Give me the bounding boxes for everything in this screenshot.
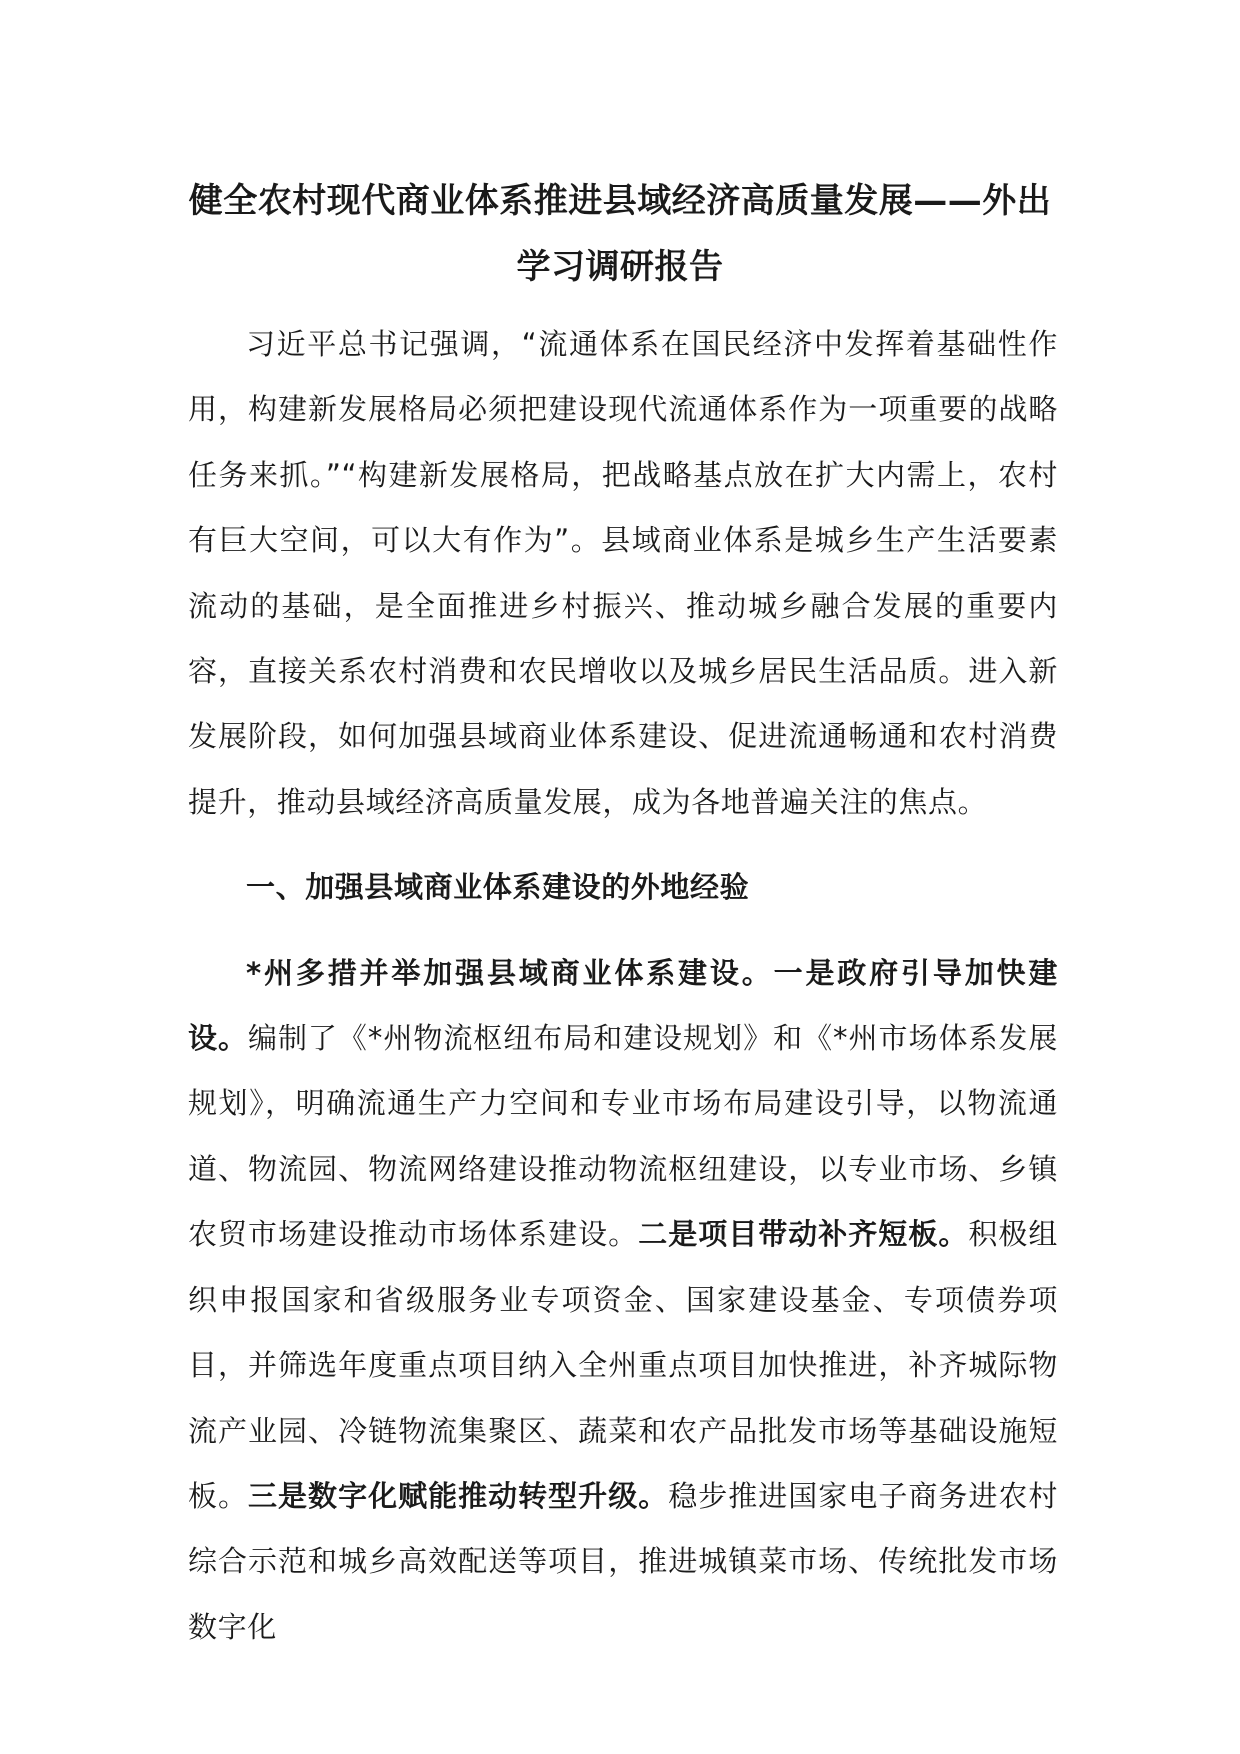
paragraph-point-three: 三是数字化赋能推动转型升级。 [248,1478,669,1513]
section-paragraph [188,941,1058,1660]
document-title: 健全农村现代商业体系推进县域经济高质量发展——外出学习调研报告 [188,181,1052,287]
section-heading: 一、加强县域商业体系建设的外地经验 [246,870,750,905]
intro-paragraph: 习近平总书记强调，“流通体系在国民经济中发挥着基础性作用，构建新发展格局必须把建设现代流通体系作为一项重要的战略任务来抓。”“构建新发展格局，把战略基点放在扩大内需上，农村有巨大空间，可以大有作为”。县域商业体系是城乡生产生活要素流动的基础，是全面推进乡村振兴、推动城乡融合发展的重要内容，直接关系农村消费和农民增收以及城乡居民生活品质。进入新发展阶段，如何加强县域商业体系建设、促进流通畅通和农村消费提升，推动县域经济高质量发展，成为各地普遍关注的焦点。 [188,327,1058,819]
paragraph-text: 稳步推进国家电子商务进农村综合示范和城乡高效配送等项目，推进城镇菜市场、传统批发市场数字化 [188,1478,1058,1644]
paragraph-point-two: 二是项目带动补齐短板。 [638,1217,969,1252]
paragraph-lead: *州多措并举加强县域商业体系建设。一是政府引导加快建设。 [188,955,1058,1056]
document-body [188,312,1058,1660]
paragraph-text: 编制了《*州物流枢纽布局和建设规划》和《*州市场体系发展规划》，明确流通生产力空间和专业市场布局建设引导，以物流通道、物流园、物流网络建设推动物流枢纽建设，以专业市场、乡镇农贸市场建设推动市场体系建设。 [188,1021,1058,1252]
paragraph-text: 积极组织申报国家和省级服务业专项资金、国家建设基金、专项债券项目，并筛选年度重点项目纳入全州重点项目加快推进，补齐城际物流产业园、冷链物流集聚区、蔬菜和农产品批发市场等基础设施短板。 [188,1217,1058,1513]
